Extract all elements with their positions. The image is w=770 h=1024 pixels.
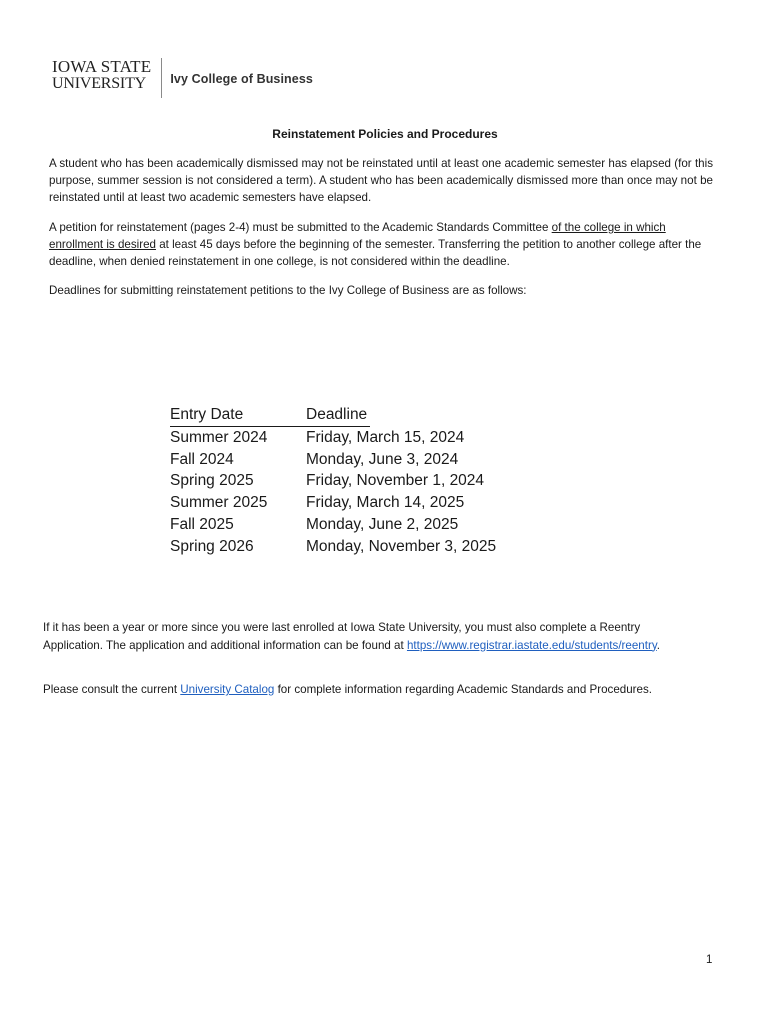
petition-text-1: A petition for reinstatement (pages 2-4) must be submitted to the Academic Standards Committee [49,221,552,234]
deadline-cell: Monday, June 3, 2024 [306,450,459,468]
header-logo [52,58,313,102]
table-row [170,492,496,514]
catalog-text-2: for complete information regarding Academic Standards and Procedures. [274,683,653,696]
deadline-cell: Friday, March 15, 2024 [306,428,465,446]
deadline-cell: Monday, June 2, 2025 [306,515,459,533]
isu-line1: IOWA STATE [52,57,152,76]
entry-date-cell: Fall 2025 [170,515,234,533]
paragraph-petition [49,219,713,270]
paragraph-catalog [43,681,683,699]
paragraph-deadlines-intro: Deadlines for submitting reinstatement petitions to the Ivy College of Business are as follows: [49,284,527,297]
entry-date-cell: Summer 2024 [170,428,268,446]
deadline-cell: Friday, November 1, 2024 [306,472,485,490]
isu-wordmark [52,58,151,92]
entry-date-cell: Spring 2025 [170,472,254,490]
petition-underline-1: of the college in which [551,221,666,234]
page-number: 1 [706,954,713,966]
header-entry-date: Entry Date [170,404,306,427]
deadline-cell: Friday, March 14, 2025 [306,494,465,512]
paragraph-reentry [43,619,683,654]
paragraph-dismissal: A student who has been academically dismissed may not be reinstated until at least one academic semester has elapsed (for this purpose, summer session is not considered a term). A student who has been academically dismissed more than once may not be reinstated until at least two academic semesters have elapsed. [49,157,713,204]
header-deadline: Deadline [306,404,370,427]
college-name: Ivy College of Business [170,72,313,86]
logo-divider [161,58,162,98]
deadline-cell: Monday, November 3, 2025 [306,537,497,555]
petition-text-3: at least 45 days before the beginning of the semester. Transferring the petition to another college after the deadline, when denied reinstatement in one college, is not considered within the deadline. [49,238,702,268]
table-row [170,449,496,471]
table-row [170,427,496,449]
reentry-link[interactable]: https://www.registrar.iastate.edu/students/reentry [406,638,657,652]
petition-underline-2: enrollment is desired [49,238,156,251]
table-row [170,470,496,492]
reentry-text: If it has been a year or more since you were last enrolled at Iowa State University, you must also complete a Reentry Application. The application and additional information can be found at [43,621,641,652]
table-row [170,536,496,558]
catalog-text-1: Please consult the current [43,683,181,696]
entry-date-cell: Summer 2025 [170,494,268,512]
isu-line2: UNIVERSITY [52,75,146,92]
university-catalog-link[interactable]: University Catalog [180,683,275,696]
deadline-table-header [170,404,496,427]
table-row [170,514,496,536]
reentry-period: . [656,638,661,652]
entry-date-cell: Fall 2024 [170,450,234,468]
page-title: Reinstatement Policies and Procedures [272,127,498,141]
entry-date-cell: Spring 2026 [170,537,254,555]
deadline-table [170,404,496,558]
